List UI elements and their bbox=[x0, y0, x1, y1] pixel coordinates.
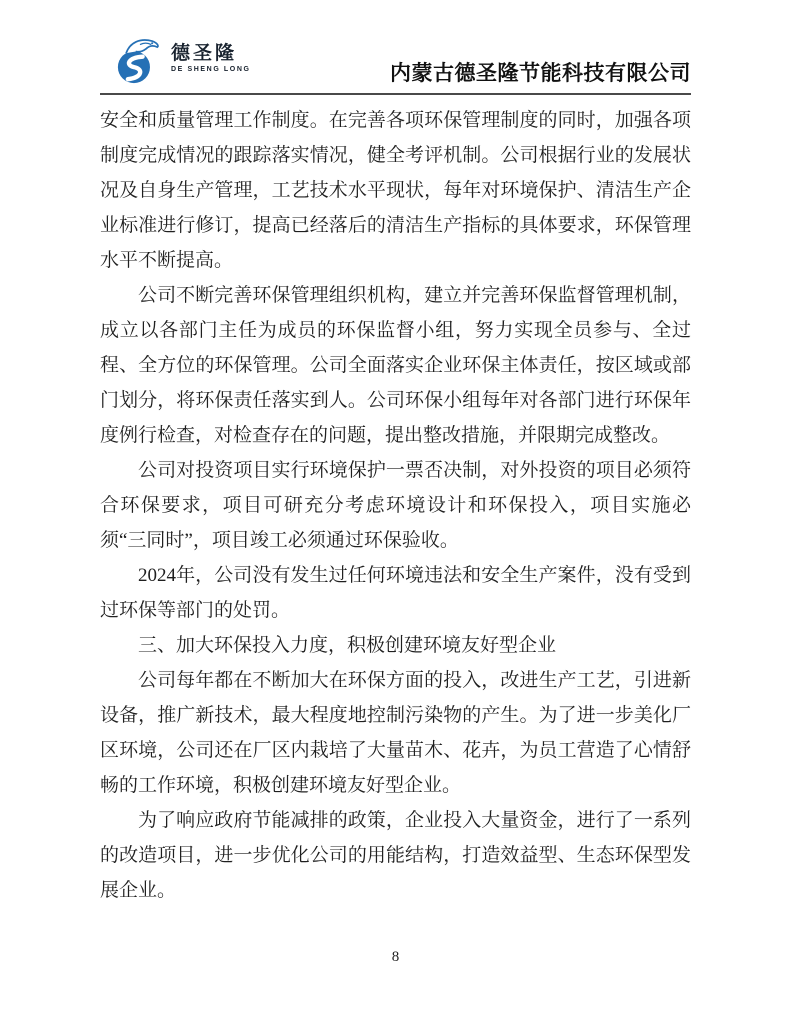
logo-brand bbox=[171, 44, 251, 73]
section-heading: 三、加大环保投入力度，积极创建环境友好型企业 bbox=[138, 635, 557, 656]
logo-brand-en-text: DE SHENG LONG bbox=[171, 65, 251, 73]
logo-brand-cn-text: 德圣隆 bbox=[171, 42, 238, 64]
company-name: 内蒙古德圣隆节能科技有限公司 bbox=[390, 61, 691, 85]
paragraph: 2024年，公司没有发生过任何环境违法和安全生产案件，没有受到过环保等部门的处罚。 bbox=[100, 565, 691, 621]
paragraph: 公司不断完善环保管理组织机构，建立并完善环保监督管理机制，成立以各部门主任为成员的环保监督小组，努力实现全员参与、全过程、全方位的环保管理。公司全面落实企业环保主体责任，按区域或部门划分，将环保责任落实到人。公司环保小组每年对各部门进行环保年度例行检查，对检查存在的问题，提出整改措施，并限期完成整改。 bbox=[100, 285, 691, 446]
dragon-s-icon bbox=[114, 34, 166, 88]
page-header bbox=[100, 34, 691, 95]
page-number: 8 bbox=[391, 949, 400, 965]
paragraph-continuation: 安全和质量管理工作制度。在完善各项环保管理制度的同时，加强各项制度完成情况的跟踪落实情况，健全考评机制。公司根据行业的发展状况及自身生产管理，工艺技术水平现状，每年对环境保护、清洁生产企业标准进行修订，提高已经落后的清洁生产指标的具体要求，环保管理水平不断提高。 bbox=[100, 110, 691, 271]
paragraph: 公司每年都在不断加大在环保方面的投入，改进生产工艺，引进新设备，推广新技术，最大程度地控制污染物的产生。为了进一步美化厂区环境，公司还在厂区内栽培了大量苗木、花卉，为员工营造了心情舒畅的工作环境，积极创建环境友好型企业。 bbox=[100, 670, 691, 796]
paragraph: 为了响应政府节能减排的政策，企业投入大量资金，进行了一系列的改造项目，进一步优化公司的用能结构，打造效益型、生态环保型发展企业。 bbox=[100, 810, 691, 901]
document-body bbox=[100, 103, 691, 908]
company-logo bbox=[114, 34, 251, 88]
paragraph: 公司对投资项目实行环境保护一票否决制，对外投资的项目必须符合环保要求，项目可研充分考虑环境设计和环保投入，项目实施必须“三同时”，项目竣工必须通过环保验收。 bbox=[100, 460, 691, 551]
